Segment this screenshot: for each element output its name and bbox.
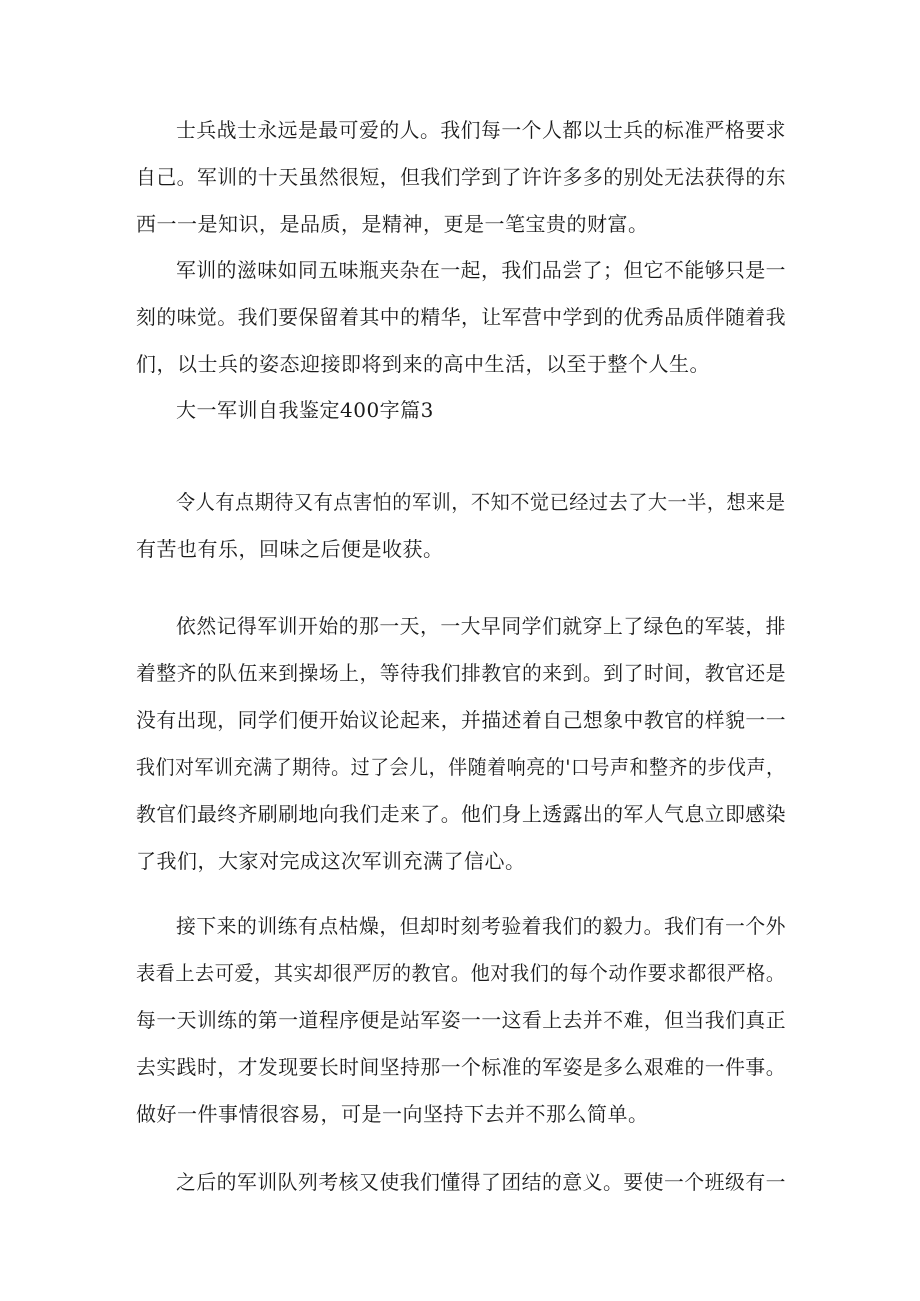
paragraph-line: 士兵战士永远是最可爱的人。我们每一个人都以士兵的标准严格要求 <box>176 118 787 142</box>
paragraph-line: 我们对军训充满了期待。过了会儿，伴随着响亮的'口号声和整齐的步伐声， <box>136 755 786 779</box>
paragraph-line: 令人有点期待又有点害怕的军训，不知不觉已经过去了大一半，想来是 <box>176 490 786 514</box>
paragraph-line: 之后的军训队列考核又使我们懂得了团结的意义。要使一个班级有一 <box>176 1170 787 1194</box>
paragraph-line: 每一天训练的第一道程序便是站军姿一一这看上去并不难，但当我们真正 <box>136 1008 787 1032</box>
paragraph-line: 接下来的训练有点枯燥，但却时刻考验着我们的毅力。我们有一个外 <box>176 914 787 938</box>
paragraph-line: 依然记得军训开始的那一天，一大早同学们就穿上了绿色的军装，排 <box>176 614 787 638</box>
paragraph-line: 们，以士兵的姿态迎接即将到来的高中生活，以至于整个人生。 <box>136 352 710 376</box>
paragraph-line: 了我们，大家对完成这次军训充满了信心。 <box>136 849 526 873</box>
paragraph-line: 没有出现，同学们便开始议论起来，并描述着自己想象中教官的样貌一一 <box>136 708 787 732</box>
paragraph-line: 做好一件事情很容易，可是一向坚持下去并不那么简单。 <box>136 1102 649 1126</box>
paragraph-line: 表看上去可爱，其实却很严厉的教官。他对我们的每个动作要求都很严格。 <box>136 961 786 985</box>
paragraph-line: 去实践时，才发现要长时间坚持那一个标准的军姿是多么艰难的一件事。 <box>136 1055 787 1079</box>
paragraph-line: 有苦也有乐，回味之后便是收获。 <box>136 537 444 561</box>
paragraph-line: 自己。军训的十天虽然很短，但我们学到了许许多多的别处无法获得的东 <box>136 165 787 189</box>
section-heading: 大一军训自我鉴定400字篇3 <box>176 398 434 422</box>
paragraph-line: 着整齐的队伍来到操场上，等待我们排教官的来到。到了时间，教官还是 <box>136 661 787 685</box>
paragraph-line: 刻的味觉。我们要保留着其中的精华，让军营中学到的优秀品质伴随着我 <box>136 305 787 329</box>
paragraph-line: 教官们最终齐刷刷地向我们走来了。他们身上透露出的军人气息立即感染 <box>136 802 787 826</box>
paragraph-line: 西一一是知识，是品质，是精神，更是一笔宝贵的财富。 <box>136 212 649 236</box>
paragraph-line: 军训的滋味如同五味瓶夹杂在一起，我们品尝了；但它不能够只是一 <box>176 258 787 282</box>
